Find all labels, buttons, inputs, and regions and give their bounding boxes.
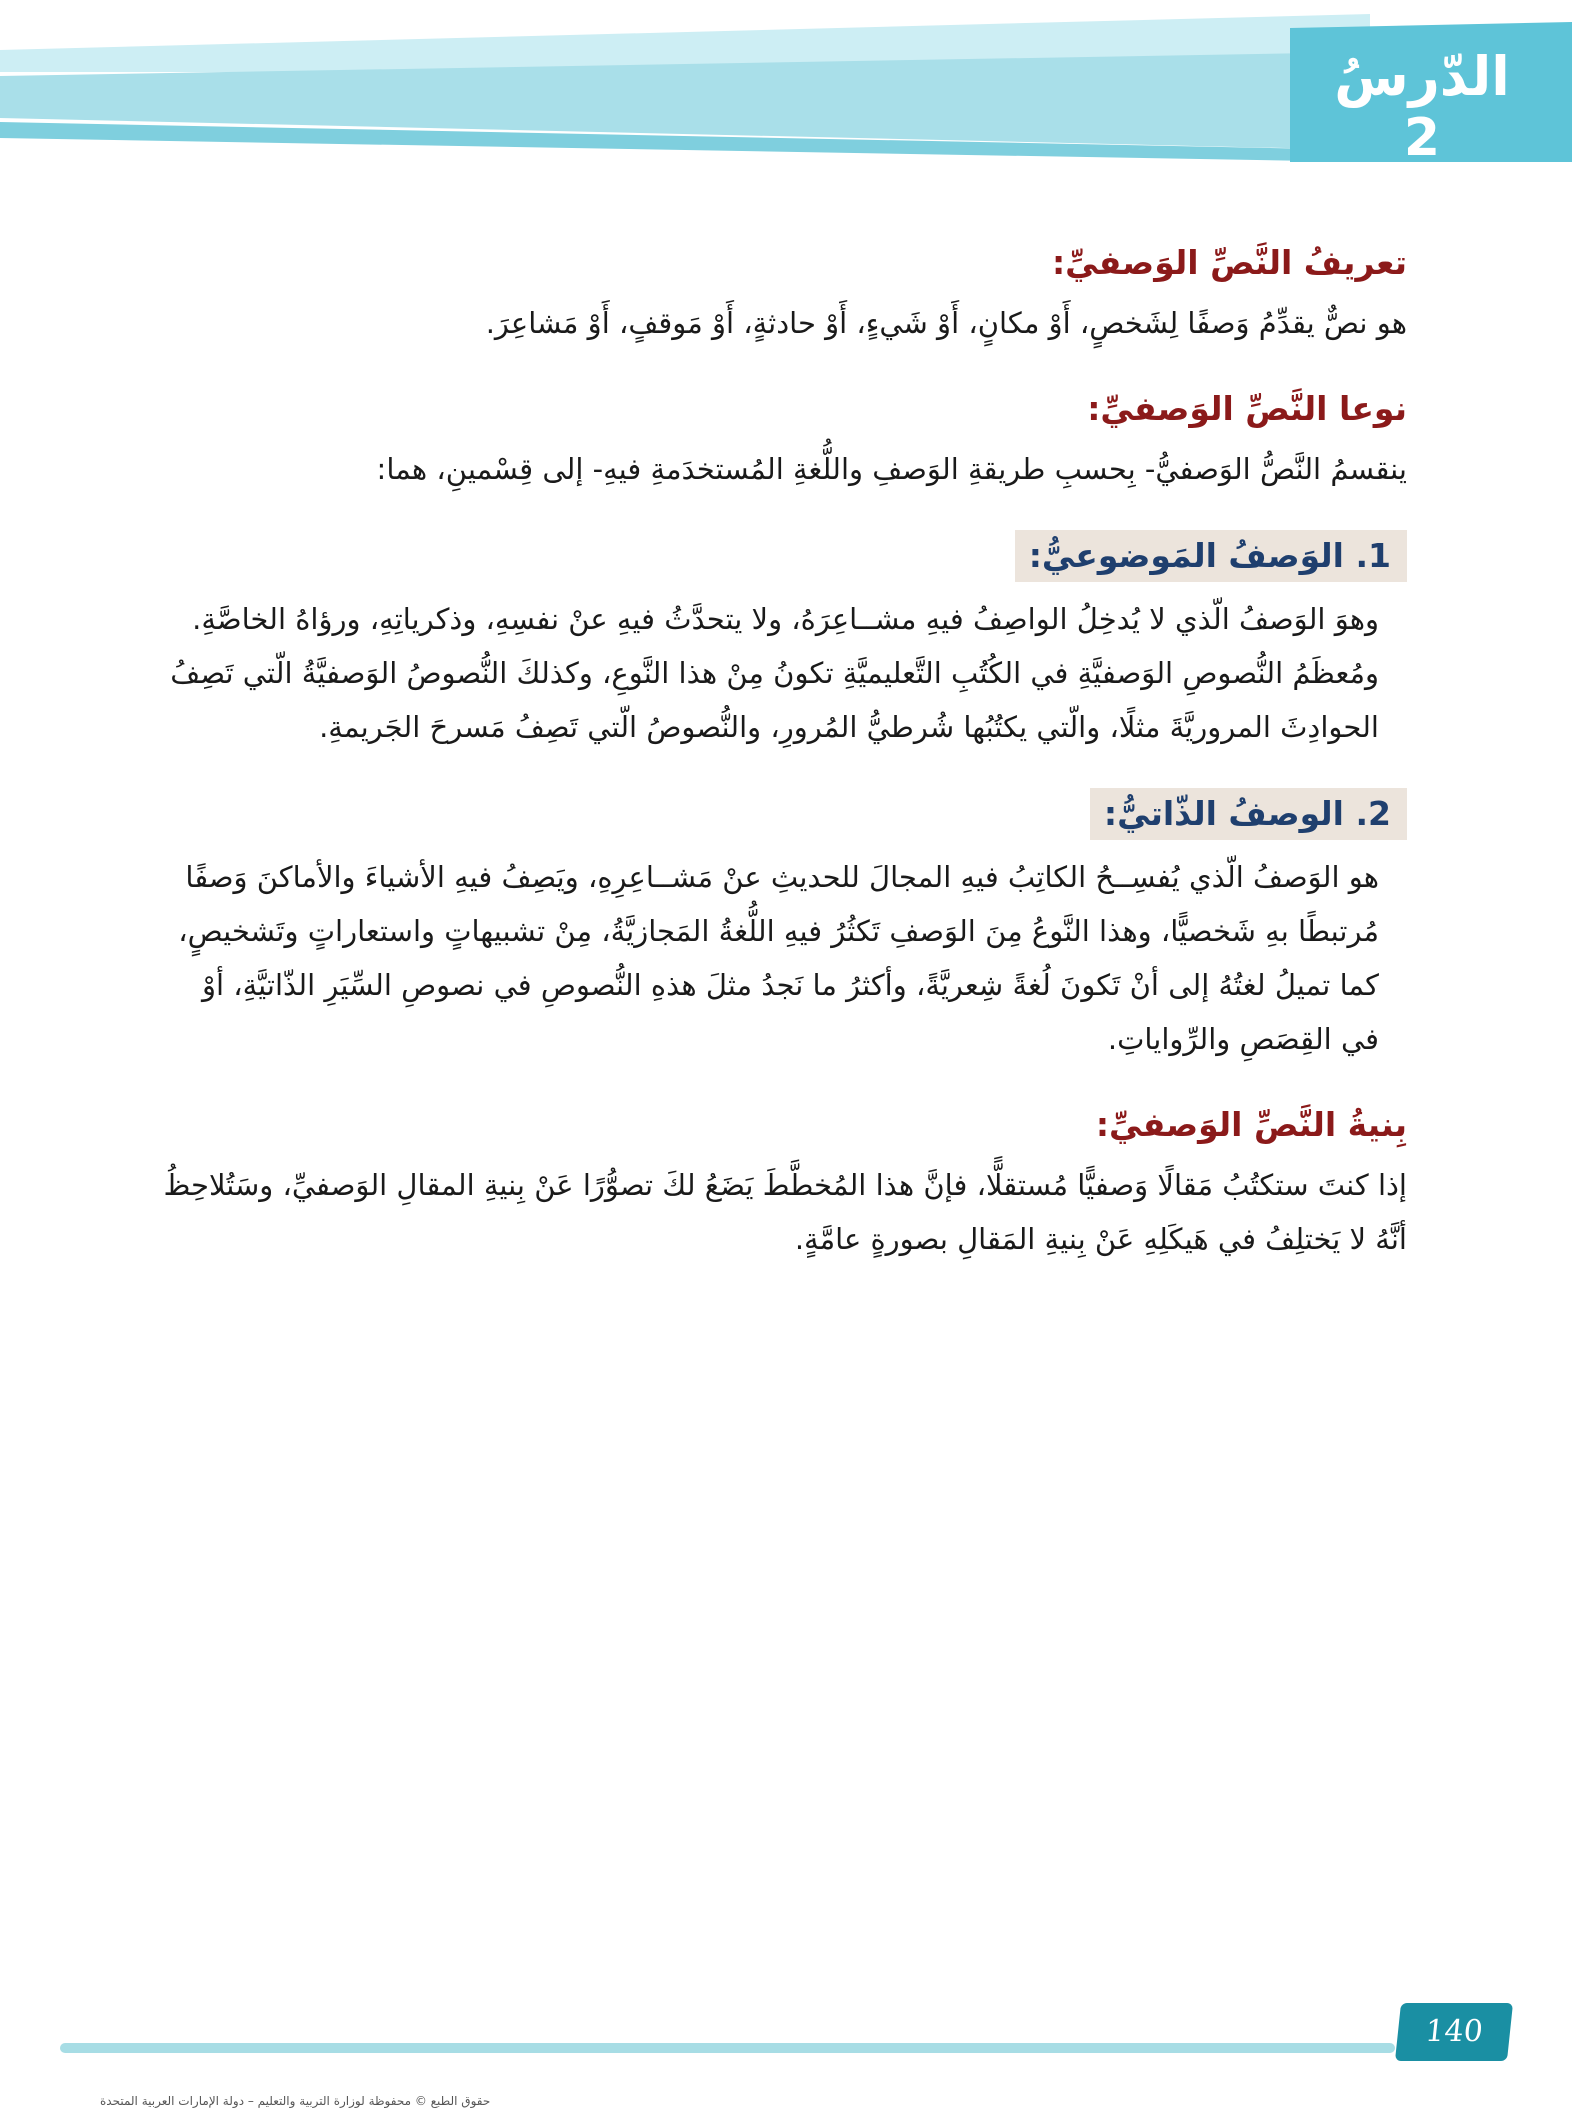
definition-text: هو نصٌّ يقدِّمُ وَصفًا لِشَخصٍ، أَوْ مكانٍ، أَوْ شَيءٍ، أَوْ حادثةٍ، أَوْ مَوقفٍ، أَوْ مَشاعِرَ. xyxy=(485,306,1407,340)
subjective-text: هو الوَصفُ الّذي يُفسِــحُ الكاتِبُ فيهِ المجالَ للحديثِ عنْ مَشــاعِرِهِ، ويَصِفُ فيهِ الأشياءَ والأماكنَ وَصفًا مُرتبطًا بهِ شَخصيًّا، وهذا النَّوعُ مِنَ الوَصفِ تَكثُرُ فيهِ اللُّغةُ المَجازيَّةُ، مِنْ تشبيهاتٍ واستعاراتٍ وتَشخيصٍ، كما تميلُ لغتُهُ إلى أنْ تَكونَ لُغةً شِعريَّةً، وأكثرُ ما نَجدُ مثلَ هذهِ النُّصوصِ في نصوصِ السِّيَرِ الذّاتيَّةِ، أوْ في القِصَصِ والرِّواياتِ. xyxy=(178,860,1379,1056)
objective-heading: 1. الوَصفُ المَوضوعيُّ: xyxy=(1015,530,1407,582)
objective-text: وهوَ الوَصفُ الّذي لا يُدخِلُ الواصِفُ فيهِ مشــاعِرَهُ، ولا يتحدَّثُ فيهِ عنْ نفسِهِ، وذكرياتِهِ، ورؤاهُ الخاصَّةِ. ومُعظَمُ النُّصوصِ الوَصفيَّةِ في الكُتُبِ التَّعليميَّةِ تكونُ مِنْ هذا النَّوعِ، وكذلكَ النُّصوصُ الوَصفيَّةُ الّتي تَصِفُ الحوادِثَ المروريَّةَ مثلًا، والّتي يكتُبُها شُرطيُّ المُرورِ، والنُّصوصُ الّتي تَصِفُ مَسرحَ الجَريمةِ. xyxy=(170,602,1379,744)
section-structure xyxy=(157,1100,1407,1266)
section-subjective xyxy=(157,788,1407,1066)
lesson-content xyxy=(157,238,1407,1300)
structure-text: إذا كنتَ ستكتُبُ مَقالًا وَصفيًّا مُستقلًّا، فإنَّ هذا المُخطَّطَ يَضَعُ لكَ تصوُّرًا عَنْ بِنيةِ المقالِ الوَصفيِّ، وسَتُلاحِظُ أنَّهُ لا يَختلِفُ في هَيكَلِهِ عَنْ بِنيةِ المَقالِ بصورةٍ عامَّةٍ. xyxy=(163,1168,1407,1256)
section-definition xyxy=(157,238,1407,350)
section-objective xyxy=(157,530,1407,754)
section-types xyxy=(157,384,1407,496)
footer-rule xyxy=(60,2043,1395,2053)
lesson-number: 2 xyxy=(1403,108,1441,168)
structure-heading: بِنيةُ النَّصِّ الوَصفيِّ: xyxy=(1095,1105,1407,1144)
page-number: 140 xyxy=(1395,2003,1513,2061)
types-text: ينقسمُ النَّصُّ الوَصفيُّ- بِحسبِ طريقةِ الوَصفِ واللُّغةِ المُستخدَمةِ فيهِ- إلى قِسْمينِ، هما: xyxy=(376,452,1407,486)
types-heading: نوعا النَّصِّ الوَصفيِّ: xyxy=(1087,389,1407,428)
definition-heading: تعريفُ النَّصِّ الوَصفيِّ: xyxy=(1051,243,1407,282)
subjective-heading: 2. الوصفُ الذّاتيُّ: xyxy=(1090,788,1407,840)
lesson-label: الدّرسُ xyxy=(1334,45,1510,108)
copyright-notice: حقوق الطبع © محفوظة لوزارة التربية والتعليم – دولة الإمارات العربية المتحدة xyxy=(100,2094,491,2108)
